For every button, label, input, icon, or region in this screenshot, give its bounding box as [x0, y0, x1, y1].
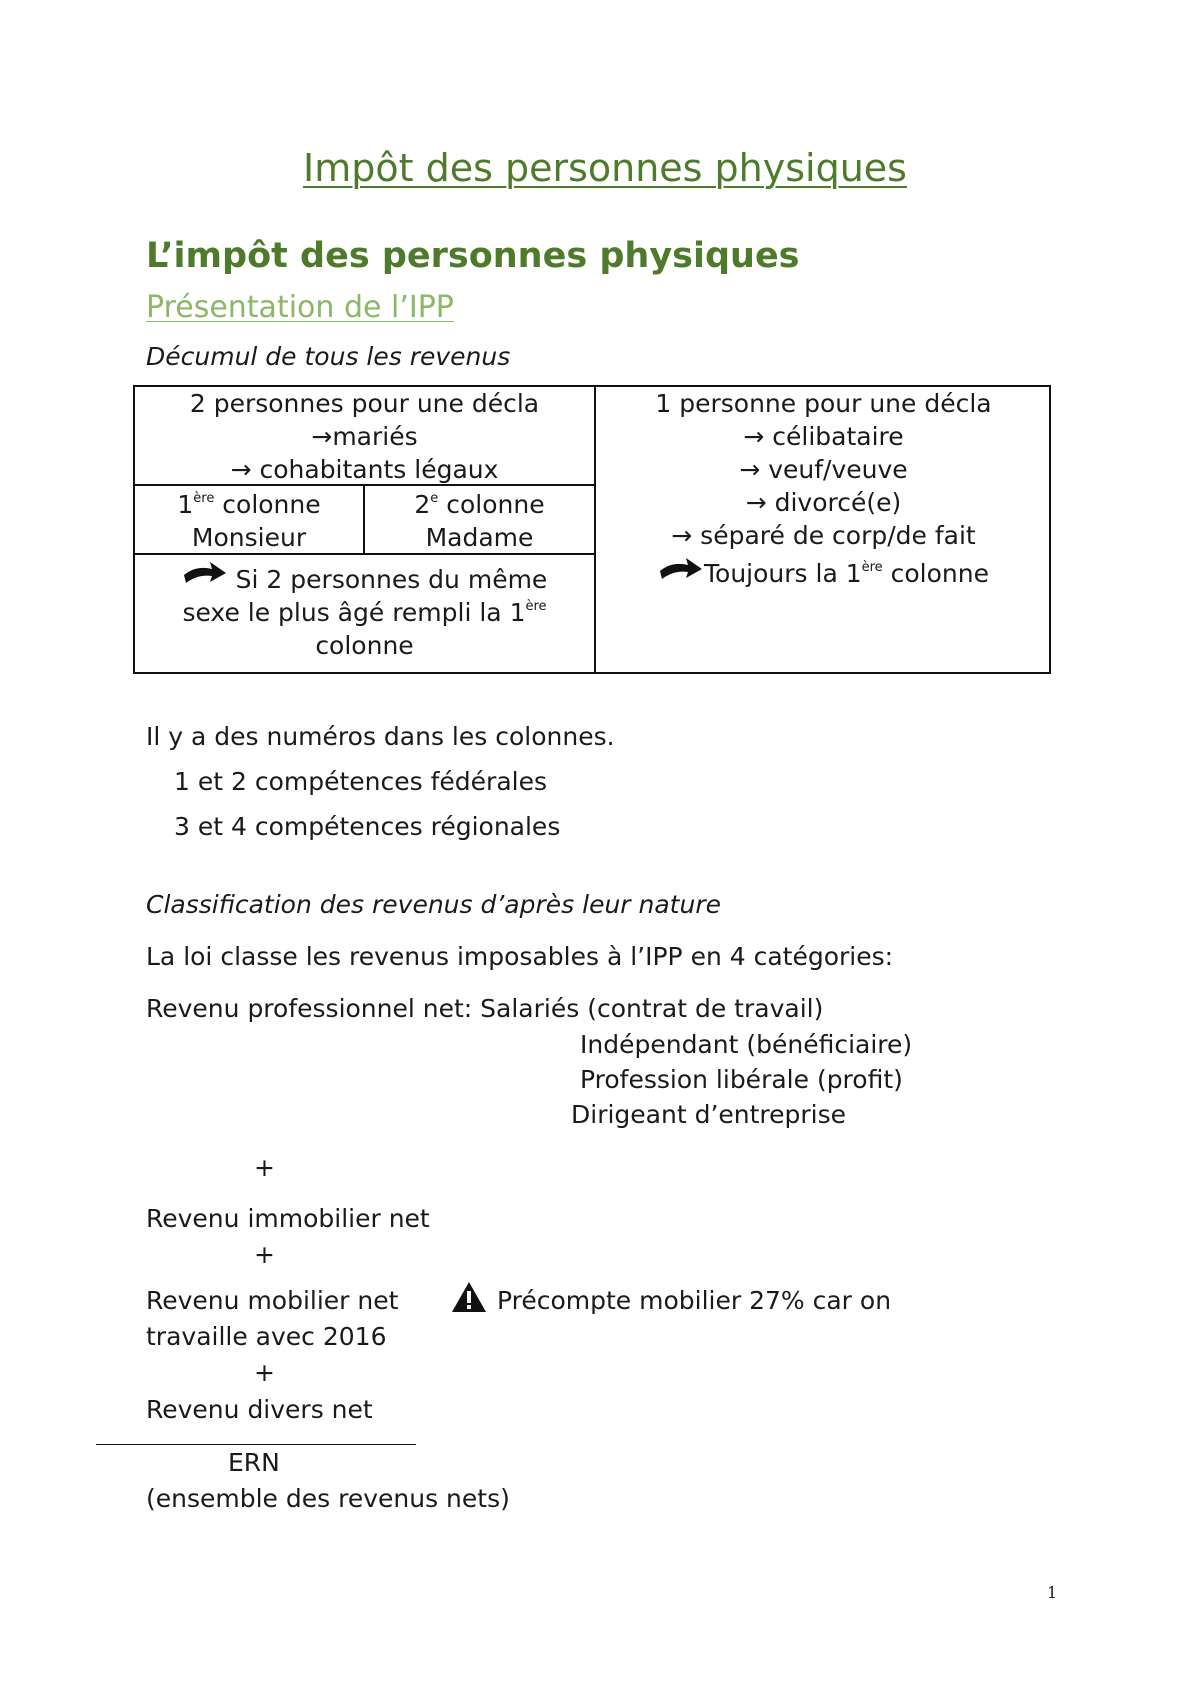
- col1-sup: ère: [193, 490, 215, 506]
- movable-income-note-2: travaille avec 2016: [146, 1322, 387, 1351]
- declaration-table: [133, 385, 1051, 674]
- page-number: 1: [1047, 1583, 1058, 1602]
- note-line1: Si 2 personnes du même: [235, 565, 548, 594]
- table-cell-col2: [365, 488, 594, 554]
- col2-sup: e: [430, 490, 439, 506]
- professional-sub-3: Dirigeant d’entreprise: [571, 1100, 847, 1129]
- note-line2: sexe le plus âgé rempli la 1: [182, 598, 526, 627]
- col2-num: 2: [414, 490, 431, 519]
- plus-sign: +: [254, 1240, 275, 1269]
- section-title-decumul: Décumul de tous les revenus: [146, 342, 511, 371]
- heading-2: Présentation de l’IPP: [146, 290, 454, 325]
- movable-income-note: Précompte mobilier 27% car on: [497, 1286, 892, 1315]
- table-cell-col1: [135, 488, 363, 554]
- col1-num: 1: [177, 490, 194, 519]
- cell-text: → célibataire: [743, 422, 904, 451]
- right-note-sup: ère: [861, 559, 883, 575]
- numbers-intro: Il y a des numéros dans les colonnes.: [146, 722, 615, 751]
- professional-income: Revenu professionnel net: Salariés (contrat de travail): [146, 994, 824, 1023]
- curved-arrow-icon: [658, 555, 704, 585]
- heading-1: L’impôt des personnes physiques: [146, 236, 800, 276]
- professional-sub-1: Indépendant (bénéficiaire): [580, 1030, 913, 1059]
- cell-text: → veuf/veuve: [739, 455, 908, 484]
- note-line3: colonne: [315, 631, 414, 660]
- curved-arrow-icon: [182, 559, 228, 589]
- movable-income: Revenu mobilier net: [146, 1286, 399, 1315]
- col2-person: Madame: [425, 523, 534, 552]
- ern-label: ERN: [228, 1448, 280, 1477]
- miscellaneous-income: Revenu divers net: [146, 1395, 373, 1424]
- cell-text: →mariés: [311, 422, 418, 451]
- numbers-line-2: 3 et 4 compétences régionales: [174, 812, 561, 841]
- warning-icon: [450, 1280, 488, 1314]
- cell-text: → séparé de corp/de fait: [671, 521, 976, 550]
- numbers-line-1: 1 et 2 compétences fédérales: [174, 767, 547, 796]
- section-title-classification: Classification des revenus d’après leur nature: [146, 890, 721, 919]
- table-cell-same-sex-note: [135, 563, 594, 662]
- plus-sign: +: [254, 1153, 275, 1182]
- right-note-rest: colonne: [882, 559, 989, 588]
- sum-divider: [96, 1444, 416, 1445]
- col2-rest: colonne: [438, 490, 545, 519]
- document-title: Impôt des personnes physiques: [303, 146, 907, 190]
- real-estate-income: Revenu immobilier net: [146, 1204, 430, 1233]
- professional-sub-2: Profession libérale (profit): [580, 1065, 903, 1094]
- ern-full: (ensemble des revenus nets): [146, 1484, 510, 1513]
- note-sup: ère: [525, 598, 547, 614]
- cell-text: → cohabitants légaux: [230, 455, 499, 484]
- plus-sign: +: [254, 1358, 275, 1387]
- col1-rest: colonne: [214, 490, 321, 519]
- right-note-text: Toujours la 1: [704, 559, 862, 588]
- categories-intro: La loi classe les revenus imposables à l’IPP en 4 catégories:: [146, 942, 894, 971]
- col1-person: Monsieur: [191, 523, 307, 552]
- cell-text: 1 personne pour une décla: [655, 389, 992, 418]
- cell-text: → divorcé(e): [745, 488, 902, 517]
- table-cell-single-header: [596, 387, 1051, 590]
- table-cell-couple-header: [135, 387, 594, 486]
- cell-text: 2 personnes pour une décla: [189, 389, 540, 418]
